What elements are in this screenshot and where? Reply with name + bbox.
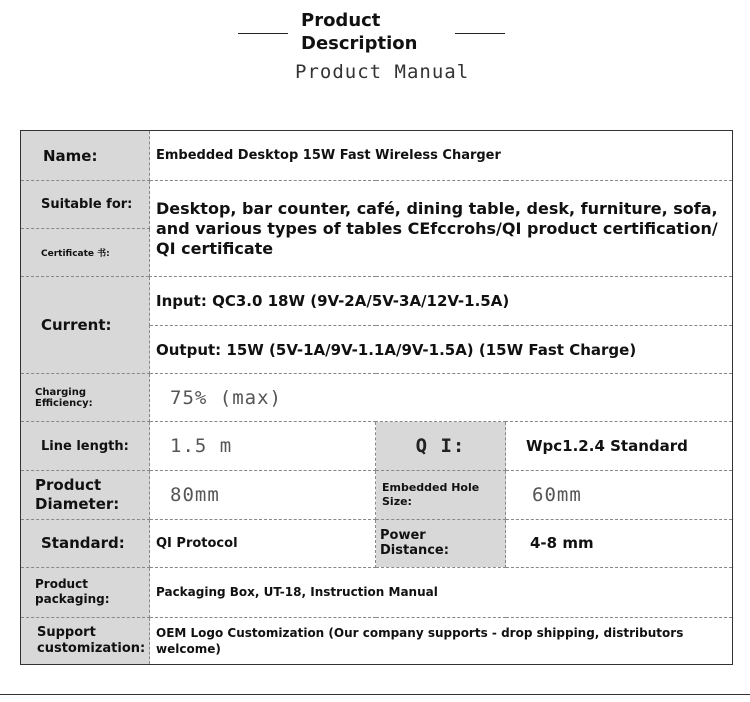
suitable-label: Suitable for: bbox=[21, 181, 150, 229]
support-value: OEM Logo Customization (Our company supports - drop shipping, distributors welcome) bbox=[150, 617, 733, 664]
standard-value: QI Protocol bbox=[150, 519, 376, 567]
efficiency-value: 75% (max) bbox=[150, 374, 733, 422]
suitable-value: Desktop, bar counter, café, dining table, desk, furniture, sofa, and various types of tables CEfccrohs/QI product certification/ QI certificate bbox=[150, 181, 733, 277]
diameter-value: 80mm bbox=[150, 470, 376, 519]
row-efficiency bbox=[21, 374, 733, 422]
packaging-value: Packaging Box, UT-18, Instruction Manual bbox=[150, 567, 733, 617]
row-standard bbox=[21, 519, 733, 567]
page-title bbox=[301, 9, 417, 55]
packaging-label: Product packaging: bbox=[21, 567, 150, 617]
title-line-2: Description bbox=[301, 33, 418, 54]
current-label: Current: bbox=[21, 277, 150, 374]
row-line-length bbox=[21, 422, 733, 470]
power-distance-value: 4-8 mm bbox=[506, 519, 733, 567]
power-distance-label: Power Distance: bbox=[376, 519, 506, 567]
certificate-label: Certificate 书: bbox=[21, 229, 150, 277]
support-label: Support customization: bbox=[21, 617, 150, 664]
spec-table bbox=[20, 130, 733, 665]
title-line-1: Product bbox=[301, 10, 381, 31]
row-input bbox=[21, 277, 733, 326]
row-packaging bbox=[21, 567, 733, 617]
output-value: Output: 15W (5V-1A/9V-1.1A/9V-1.5A) (15W Fast Charge) bbox=[150, 326, 733, 374]
header-line-left bbox=[238, 33, 288, 34]
qi-value: Wpc1.2.4 Standard bbox=[506, 422, 733, 470]
diameter-label: Product Diameter: bbox=[21, 470, 150, 519]
qi-label: Q I: bbox=[376, 422, 506, 470]
hole-label: Embedded Hole Size: bbox=[376, 470, 506, 519]
row-suitable bbox=[21, 181, 733, 229]
page-subtitle: Product Manual bbox=[295, 61, 470, 83]
hole-value: 60mm bbox=[506, 470, 733, 519]
bottom-divider bbox=[0, 694, 750, 695]
row-support bbox=[21, 617, 733, 664]
input-value: Input: QC3.0 18W (9V-2A/5V-3A/12V-1.5A) bbox=[150, 277, 733, 326]
name-label: Name: bbox=[21, 131, 150, 181]
row-name bbox=[21, 131, 733, 181]
header-line-right bbox=[455, 33, 505, 34]
standard-label: Standard: bbox=[21, 519, 150, 567]
name-value: Embedded Desktop 15W Fast Wireless Charger bbox=[150, 131, 733, 181]
line-length-value: 1.5 m bbox=[150, 422, 376, 470]
efficiency-label: Charging Efficiency: bbox=[21, 374, 150, 422]
row-diameter bbox=[21, 470, 733, 519]
line-length-label: Line length: bbox=[21, 422, 150, 470]
